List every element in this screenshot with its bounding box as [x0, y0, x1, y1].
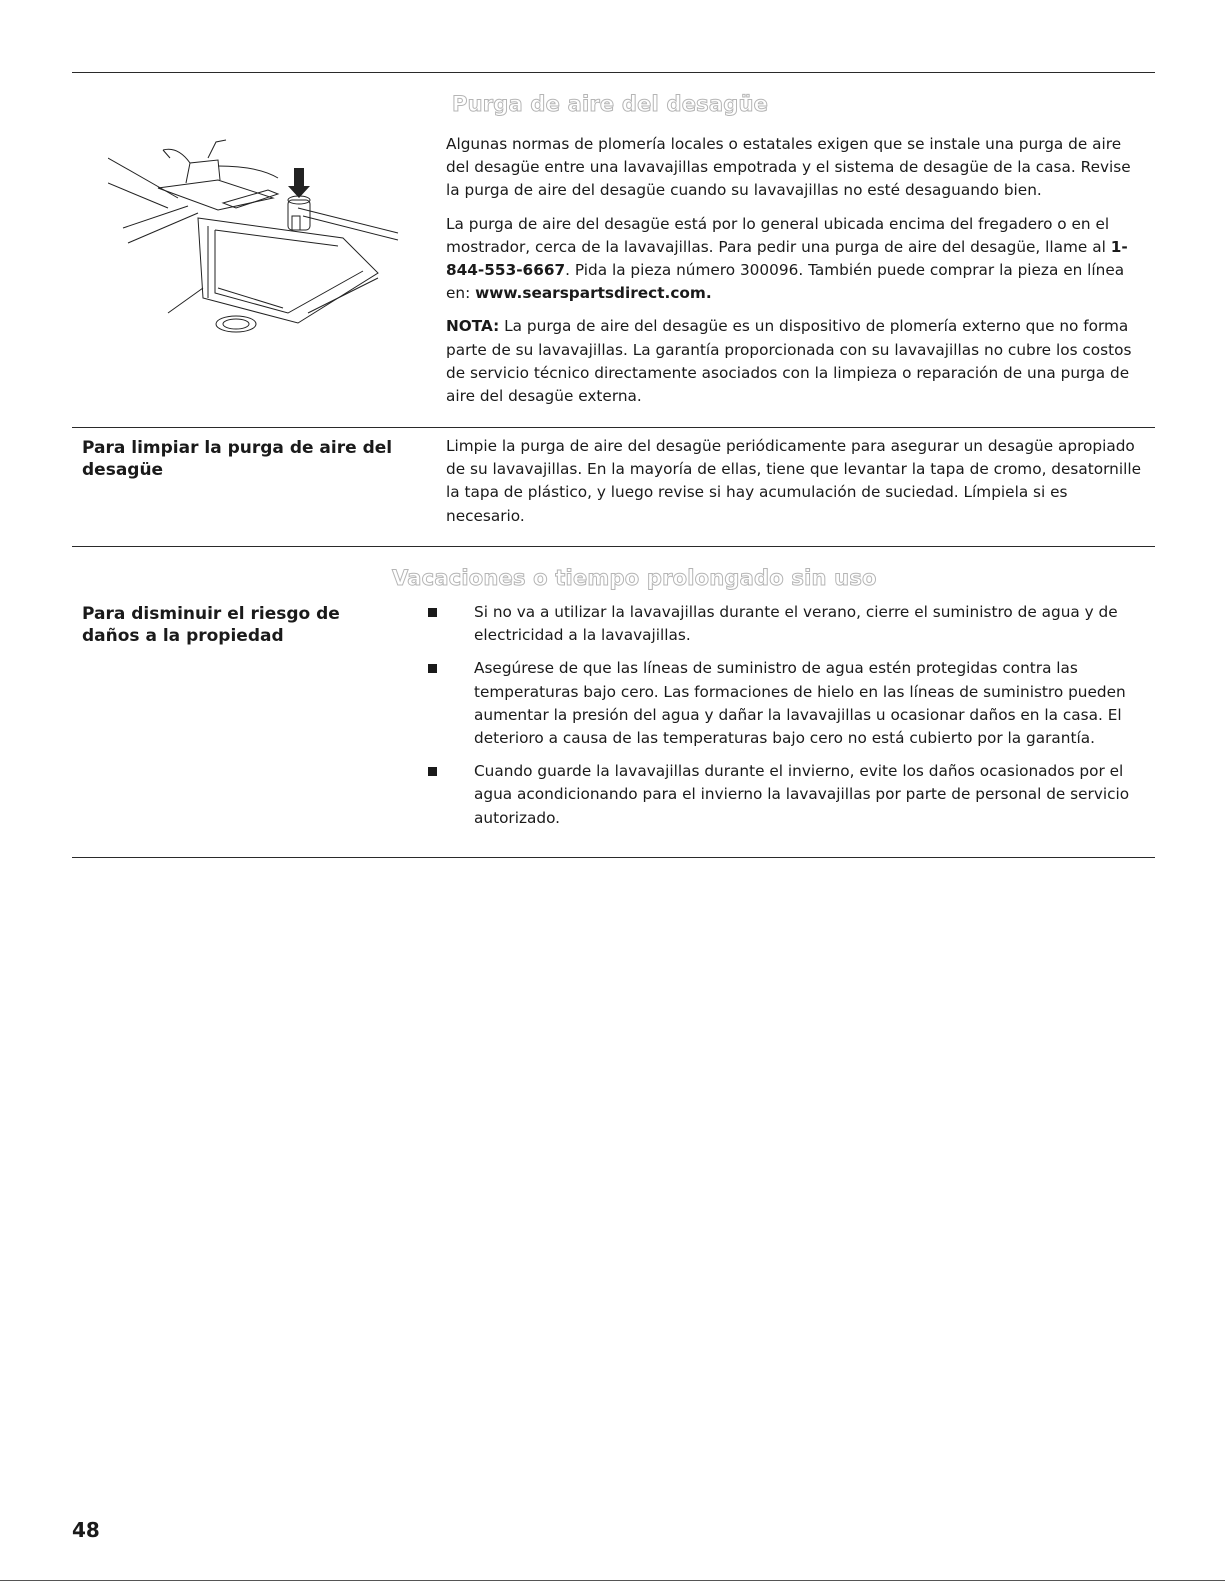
page-number: 48 [72, 1518, 100, 1542]
note-label: NOTA: [446, 317, 500, 336]
location-text-b: . Pida la pieza número 300096. También puede comprar la pieza en línea en: [446, 261, 1125, 303]
vacation-heading: Para disminuir el riesgo de daños a la propiedad [82, 604, 340, 646]
note-text: La purga de aire del desagüe es un dispositivo de plomería externo que no forma parte de su lavavajillas. La garantía proporcionada con su lavavajillas no cubre los costos de servicio técnico directamente asociados con la limpieza o reparación de una purga de aire del desagüe externa. [446, 317, 1132, 406]
list-item [428, 657, 1148, 750]
list-item [428, 601, 1148, 647]
air-gap-intro: Algunas normas de plomería locales o estatales exigen que se instale una purga de aire del desagüe entre una lavavajillas empotrada y el sistema de desagüe de la casa. Revise la purga de aire del desagüe cuando su lavavajillas no esté desaguando bien. [446, 135, 1131, 200]
bottom-rule [72, 857, 1155, 858]
bullet-text: Cuando guarde la lavavajillas durante el invierno, evite los daños ocasionados por el agua acondicionando para el invierno la lavavajillas por parte de personal de servicio autorizado. [474, 762, 1130, 827]
website-link[interactable]: www.searspartsdirect.com. [475, 284, 712, 303]
page-edge-line [0, 1580, 1225, 1581]
vacation-bullet-list [428, 601, 1148, 840]
air-gap-location [446, 213, 1146, 306]
clean-heading: Para limpiar la purga de aire del desagüe [82, 438, 393, 480]
bullet-text: Asegúrese de que las líneas de suministro de agua estén protegidas contra las temperaturas bajo cero. Las formaciones de hielo en las líneas de suministro pueden aumentar la presión del agua y dañar la lavavajillas u ocasionar daños en la casa. El deterioro a causa de las temperaturas bajo cero no está cubierto por la garantía. [474, 659, 1126, 748]
bullet-square-icon [428, 664, 437, 673]
bullet-square-icon [428, 608, 437, 617]
clean-text: Limpie la purga de aire del desagüe periódicamente para asegurar un desagüe apropiado de su lavavajillas. En la mayoría de ellas, tiene que levantar la tapa de cromo, desatornille la tapa de plástico, y luego revise si hay acumulación de suciedad. Límpiela si es necesario. [446, 437, 1141, 525]
sink-air-gap-illustration [108, 128, 408, 348]
clean-body [446, 435, 1146, 538]
list-item [428, 760, 1148, 830]
section-title-vacation: Vacaciones o tiempo prolongado sin uso [392, 566, 877, 590]
air-gap-note [446, 315, 1146, 408]
mid-rule-1 [72, 427, 1155, 428]
bullet-text: Si no va a utilizar la lavavajillas durante el verano, cierre el suministro de agua y de electricidad a la lavavajillas. [474, 603, 1118, 645]
air-gap-body [446, 133, 1146, 418]
mid-rule-2 [72, 546, 1155, 547]
section-title-air-gap: Purga de aire del desagüe [452, 92, 769, 116]
phone-number: 1-844-553-6667 [446, 237, 1128, 280]
bullet-square-icon [428, 767, 437, 776]
top-rule [72, 72, 1155, 73]
location-text-a: La purga de aire del desagüe está por lo general ubicada encima del fregadero o en el mostrador, cerca de la lavavajillas. Para pedir una purga de aire del desagüe, llame al [446, 214, 1111, 256]
